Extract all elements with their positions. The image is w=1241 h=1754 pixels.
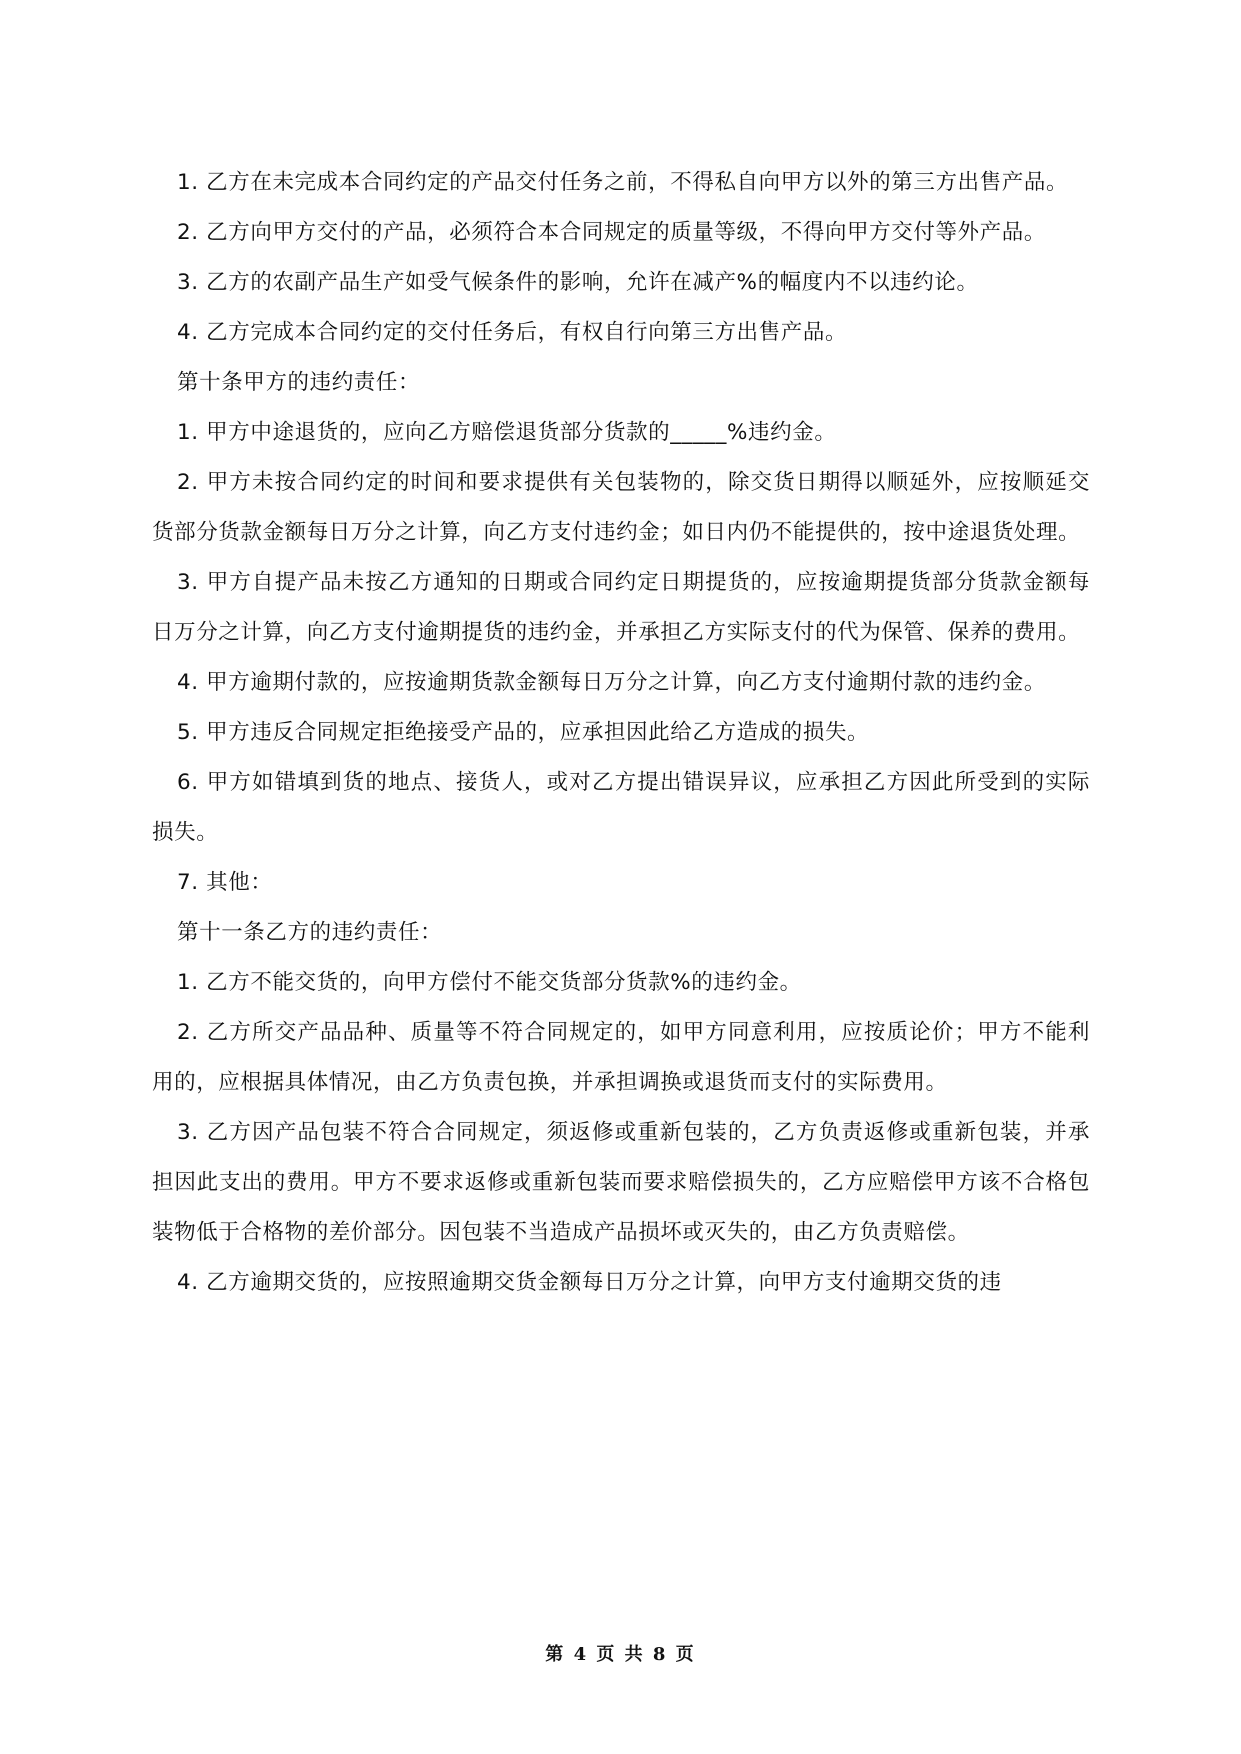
clause-paragraph: 2. 乙方向甲方交付的产品，必须符合本合同规定的质量等级，不得向甲方交付等外产品。 <box>177 220 1046 245</box>
clause-paragraph: 1. 乙方在未完成本合同约定的产品交付任务之前，不得私自向甲方以外的第三方出售产品。 <box>177 170 1069 195</box>
clause-paragraph: 4. 甲方逾期付款的，应按逾期货款金额每日万分之计算，向乙方支付逾期付款的违约金。 <box>177 670 1046 695</box>
clause-paragraph: 3. 甲方自提产品未按乙方通知的日期或合同约定日期提货的，应按逾期提货部分货款金额每日万分之计算，向乙方支付逾期提货的违约金，并承担乙方实际支付的代为保管、保养的费用。 <box>152 570 1090 645</box>
clause-paragraph: 1. 乙方不能交货的，向甲方偿付不能交货部分货款%的违约金。 <box>177 970 802 995</box>
clause-paragraph: 4. 乙方完成本合同约定的交付任务后，有权自行向第三方出售产品。 <box>177 320 848 345</box>
section-heading: 第十条甲方的违约责任： <box>177 370 421 395</box>
clause-paragraph: 3. 乙方因产品包装不符合合同规定，须返修或重新包装的，乙方负责返修或重新包装，并承担因此支出的费用。甲方不要求返修或重新包装而要求赔偿损失的，乙方应赔偿甲方该不合格包装物低于合格物的差价部分。因包装不当造成产品损坏或灭失的，由乙方负责赔偿。 <box>152 1120 1090 1245</box>
clause-paragraph: 5. 甲方违反合同规定拒绝接受产品的，应承担因此给乙方造成的损失。 <box>177 720 870 745</box>
clause-paragraph: 3. 乙方的农副产品生产如受气候条件的影响，允许在减产%的幅度内不以违约论。 <box>177 270 979 295</box>
clause-paragraph: 2. 乙方所交产品品种、质量等不符合同规定的，如甲方同意利用，应按质论价；甲方不能利用的，应根据具体情况，由乙方负责包换，并承担调换或退货而支付的实际费用。 <box>152 1020 1090 1095</box>
clause-paragraph: 1. 甲方中途退货的，应向乙方赔偿退货部分货款的_____%违约金。 <box>177 420 837 445</box>
page-number-footer: 第 4 页 共 8 页 <box>545 1644 696 1665</box>
section-heading: 第十一条乙方的违约责任： <box>177 920 443 945</box>
clause-paragraph: 7. 其他： <box>177 870 273 895</box>
clause-paragraph: 6. 甲方如错填到货的地点、接货人，或对乙方提出错误异议，应承担乙方因此所受到的实际损失。 <box>152 770 1090 845</box>
clause-paragraph: 2. 甲方未按合同约定的时间和要求提供有关包装物的，除交货日期得以顺延外，应按顺延交货部分货款金额每日万分之计算，向乙方支付违约金；如日内仍不能提供的，按中途退货处理。 <box>152 470 1090 545</box>
clause-paragraph: 4. 乙方逾期交货的，应按照逾期交货金额每日万分之计算，向甲方支付逾期交货的违 <box>177 1270 1002 1295</box>
document-body <box>152 158 1090 1308</box>
